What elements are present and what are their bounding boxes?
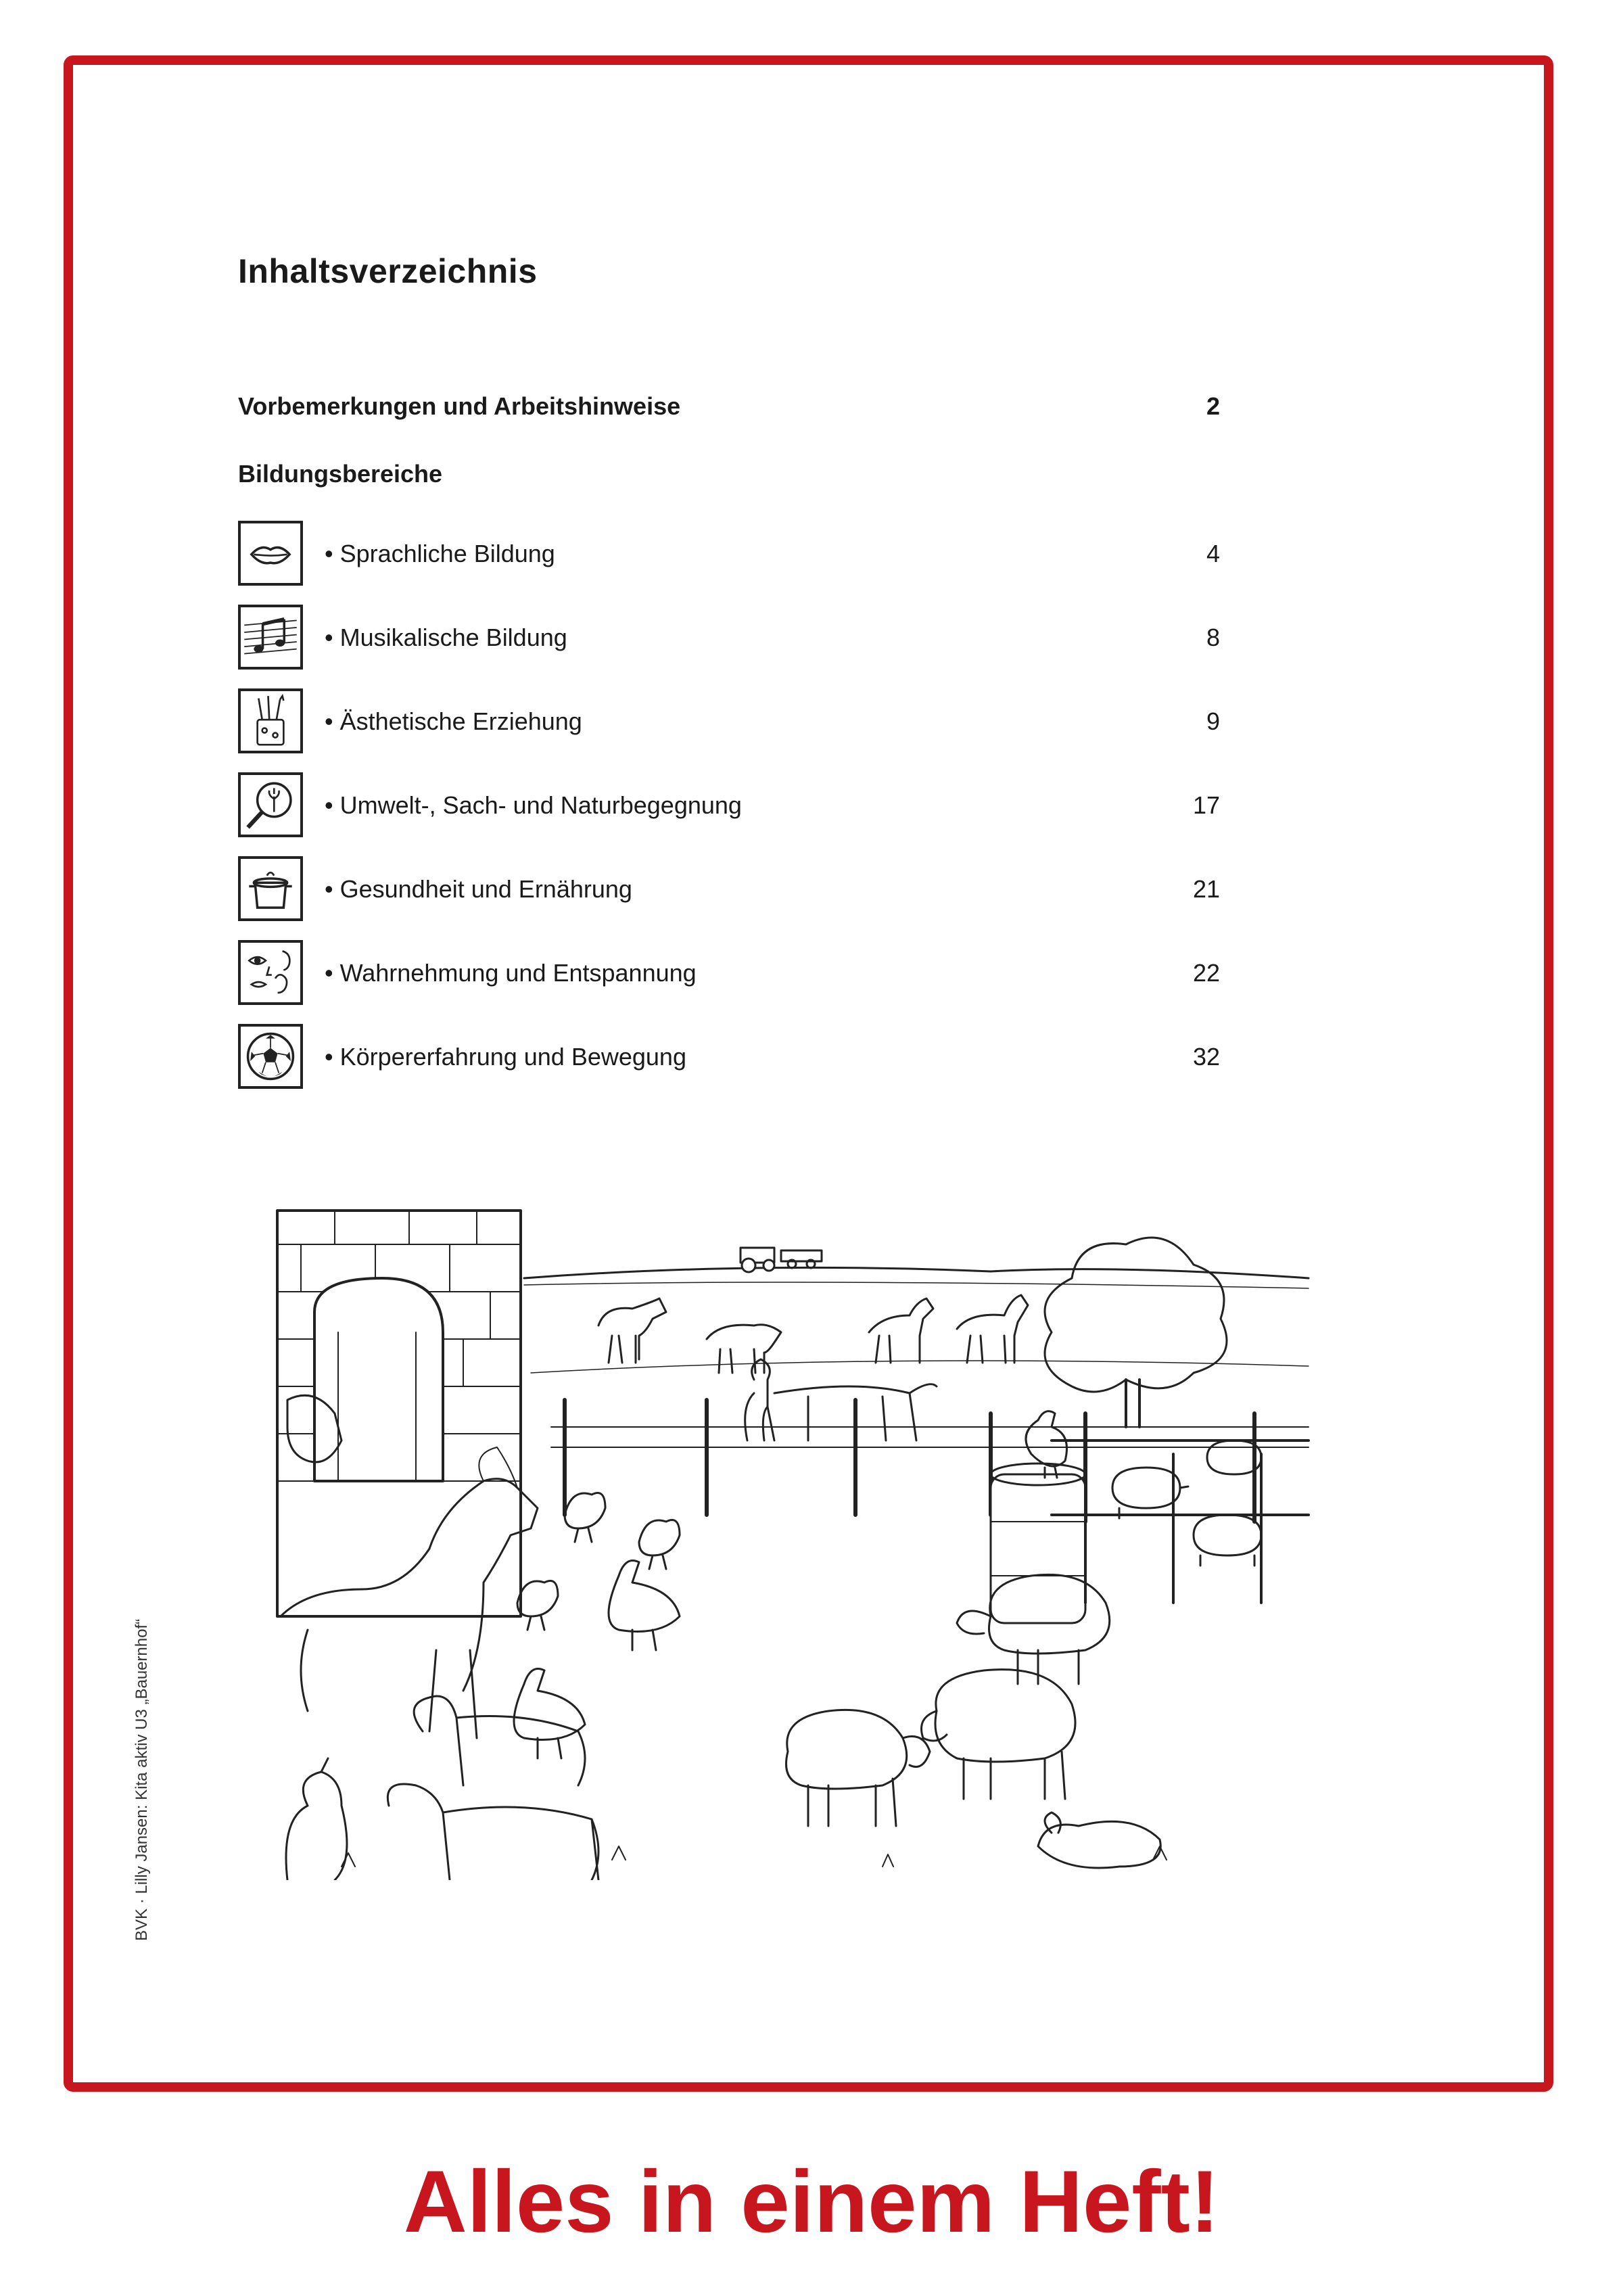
toc-entry — [238, 772, 1220, 841]
toc-entry — [238, 940, 1220, 1009]
toc-entry-page: 4 — [1206, 540, 1220, 567]
toc-intro-label: Vorbemerkungen und Arbeitshinweise — [238, 392, 681, 420]
toc-entry-label: • Musikalische Bildung — [325, 624, 567, 651]
toc-entry-label: • Wahrnehmung und Entspannung — [325, 959, 697, 987]
toc-entry-label: • Gesundheit und Ernährung — [325, 875, 632, 903]
tagline: Alles in einem Heft! — [403, 2152, 1220, 2251]
toc-entry — [238, 856, 1220, 925]
farmyard-illustration — [274, 1197, 1315, 1880]
toc-entry — [238, 688, 1220, 757]
toc-entry-page: 21 — [1192, 875, 1220, 903]
football-icon — [238, 1024, 303, 1089]
toc-entry-page: 32 — [1192, 1043, 1220, 1071]
toc-entry-label: • Umwelt-, Sach- und Naturbegegnung — [325, 791, 742, 819]
toc-entry-page: 9 — [1206, 707, 1220, 735]
toc-entry — [238, 605, 1220, 674]
magnifier-tree-icon — [238, 772, 303, 837]
pencil-cup-icon — [238, 688, 303, 753]
toc-entry-page: 22 — [1192, 959, 1220, 987]
toc-title: Inhaltsverzeichnis — [238, 252, 538, 290]
section-heading: Bildungsbereiche — [238, 460, 443, 488]
toc-intro-page: 2 — [1206, 392, 1220, 420]
toc-intro-row — [238, 392, 1220, 421]
toc-entry-label: • Körpererfahrung und Bewegung — [325, 1043, 686, 1071]
cooking-pot-icon — [238, 856, 303, 921]
music-notes-icon — [238, 605, 303, 670]
toc-entry — [238, 521, 1220, 590]
lips-icon — [238, 521, 303, 586]
senses-icon — [238, 940, 303, 1005]
toc-entry-label: • Ästhetische Erziehung — [325, 707, 582, 735]
side-credit: BVK · Lilly Jansen: Kita aktiv U3 „Bauernhof“ — [133, 1618, 151, 1941]
toc-entry-page: 8 — [1206, 624, 1220, 651]
toc-entry-page: 17 — [1192, 791, 1220, 819]
toc-entry — [238, 1024, 1220, 1093]
toc-entry-label: • Sprachliche Bildung — [325, 540, 555, 567]
